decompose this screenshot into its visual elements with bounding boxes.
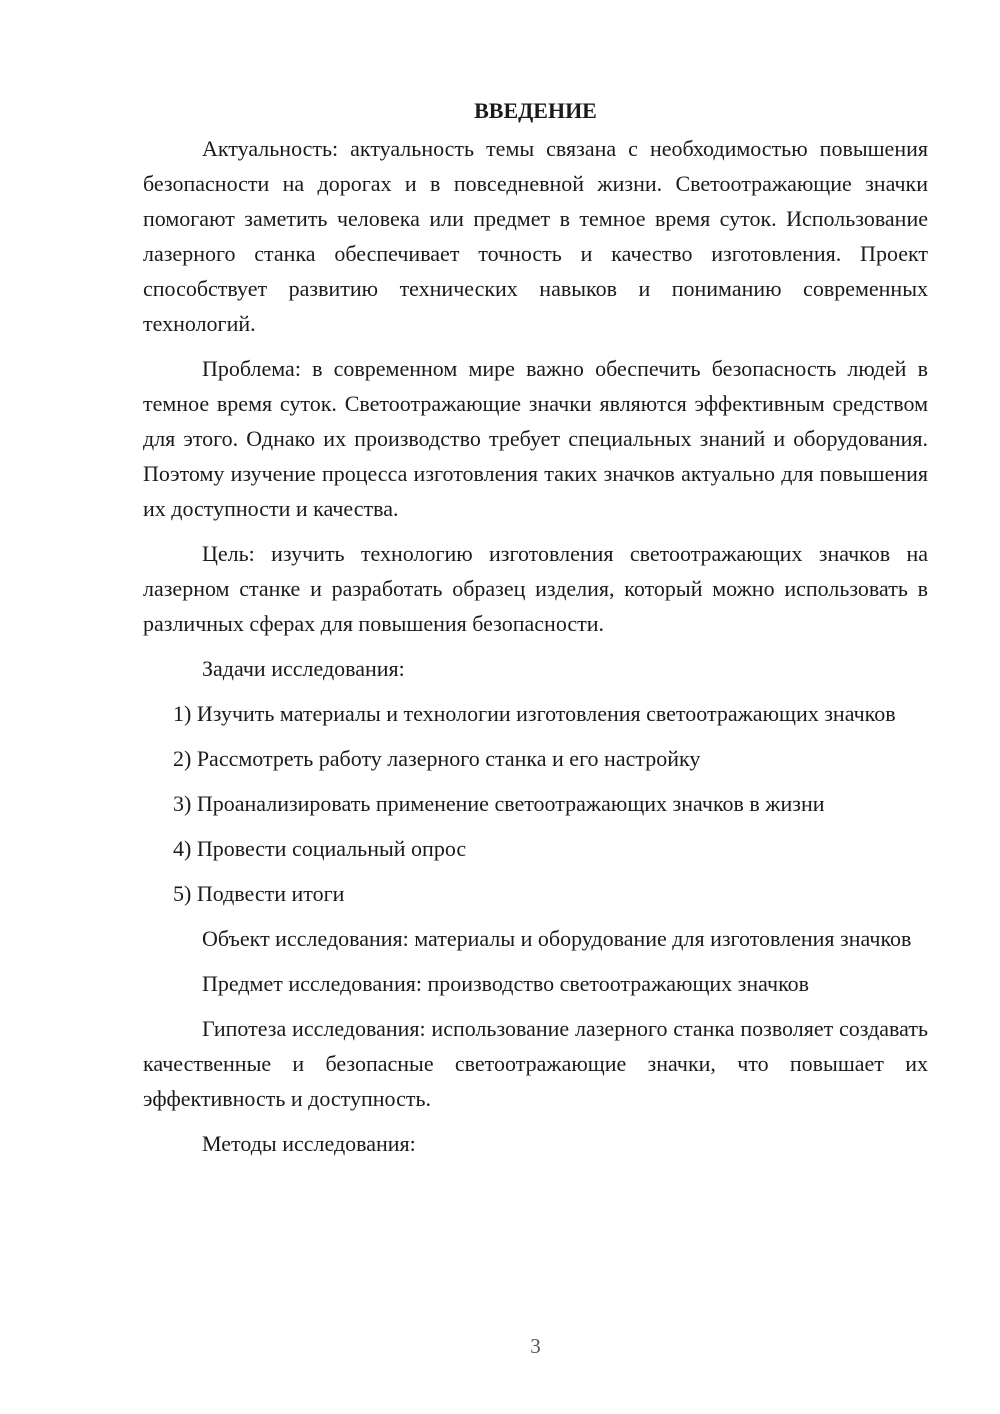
task-item: 3) Проанализировать применение светоотражающих значков в жизни	[173, 791, 825, 816]
subject-paragraph: Предмет исследования: производство светоотражающих значков	[202, 971, 810, 996]
methods-heading: Методы исследования:	[202, 1131, 416, 1156]
task-item: 4) Провести социальный опрос	[173, 836, 467, 861]
document-page	[143, 96, 928, 1171]
task-item: 1) Изучить материалы и технологии изготовления светоотражающих значков	[173, 701, 896, 726]
task-item: 5) Подвести итоги	[173, 881, 345, 906]
task-item: 2) Рассмотреть работу лазерного станка и его настройку	[173, 746, 701, 771]
page-number: 3	[530, 1334, 541, 1358]
problem-paragraph: Проблема: в современном мире важно обеспечить безопасность людей в темное время суток. Светоотражающие значки являются эффективным средством для этого. Однако их производство требует специальных знаний и оборудования. Поэтому изучение процесса изготовления таких значков актуально для повышения их доступности и качества.	[143, 356, 928, 521]
tasks-heading: Задачи исследования:	[202, 656, 405, 681]
page-title: ВВЕДЕНИЕ	[474, 98, 597, 123]
relevance-paragraph: Актуальность: актуальность темы связана с необходимостью повышения безопасности на дорогах и в повседневной жизни. Светоотражающие значки помогают заметить человека или предмет в темное время суток. Использование лазерного станка обеспечивает точность и качество изготовления. Проект способствует развитию технических навыков и пониманию современных технологий.	[143, 136, 928, 336]
goal-paragraph: Цель: изучить технологию изготовления светоотражающих значков на лазерном станке и разработать образец изделия, который можно использовать в различных сферах для повышения безопасности.	[143, 541, 928, 636]
object-paragraph: Объект исследования: материалы и оборудование для изготовления значков	[202, 926, 912, 951]
hypothesis-paragraph: Гипотеза исследования: использование лазерного станка позволяет создавать качественные и безопасные светоотражающие значки, что повышает их эффективность и доступность.	[143, 1016, 928, 1111]
